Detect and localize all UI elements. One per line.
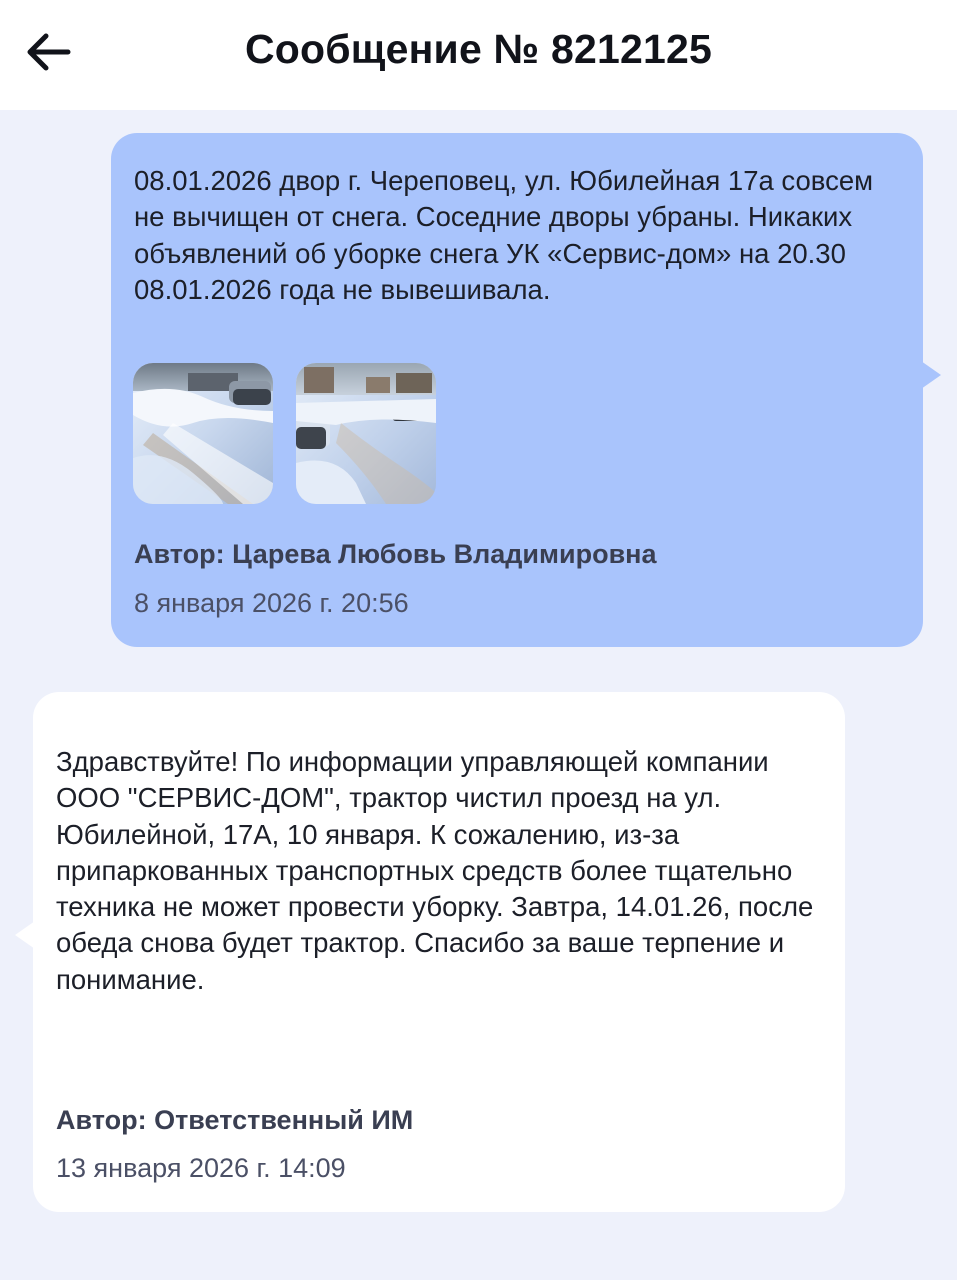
message-bubble-outgoing [111, 133, 923, 647]
page-title: Сообщение № 8212125 [244, 26, 713, 72]
snow-photo-icon [296, 363, 436, 504]
photo-attachment-2[interactable] [296, 363, 436, 504]
bubble-tail [921, 361, 941, 389]
top-bar [0, 0, 957, 110]
message-date: 8 января 2026 г. 20:56 [134, 588, 409, 618]
message-date: 13 января 2026 г. 14:09 [56, 1153, 346, 1183]
photo-attachment-1[interactable] [133, 363, 273, 504]
message-author: Автор: Царева Любовь Владимировна [134, 539, 657, 569]
message-author: Автор: Ответственный ИМ [56, 1105, 414, 1135]
message-bubble-incoming [33, 692, 845, 1212]
snow-photo-icon [133, 363, 273, 504]
bubble-tail [15, 921, 35, 949]
message-text: Здравствуйте! По информации управляющей компании ООО "СЕРВИС-ДОМ", трактор чистил проезд на ул. Юбилейной, 17А, 10 января. К сожалению, из-за припаркованных транспортных средств более тщательно техника не может провести уборку. Завтра, 14.01.26, после обеда снова будет трактор. Спасибо за ваше терпение и понимание. [56, 746, 814, 995]
message-text: 08.01.2026 двор г. Череповец, ул. Юбилейная 17а совсем не вычищен от снега. Соседние дворы убраны. Никаких объявлений об уборке снега УК «Сервис-дом» на 20.30 08.01.2026 года не вывешивала. [134, 165, 874, 305]
